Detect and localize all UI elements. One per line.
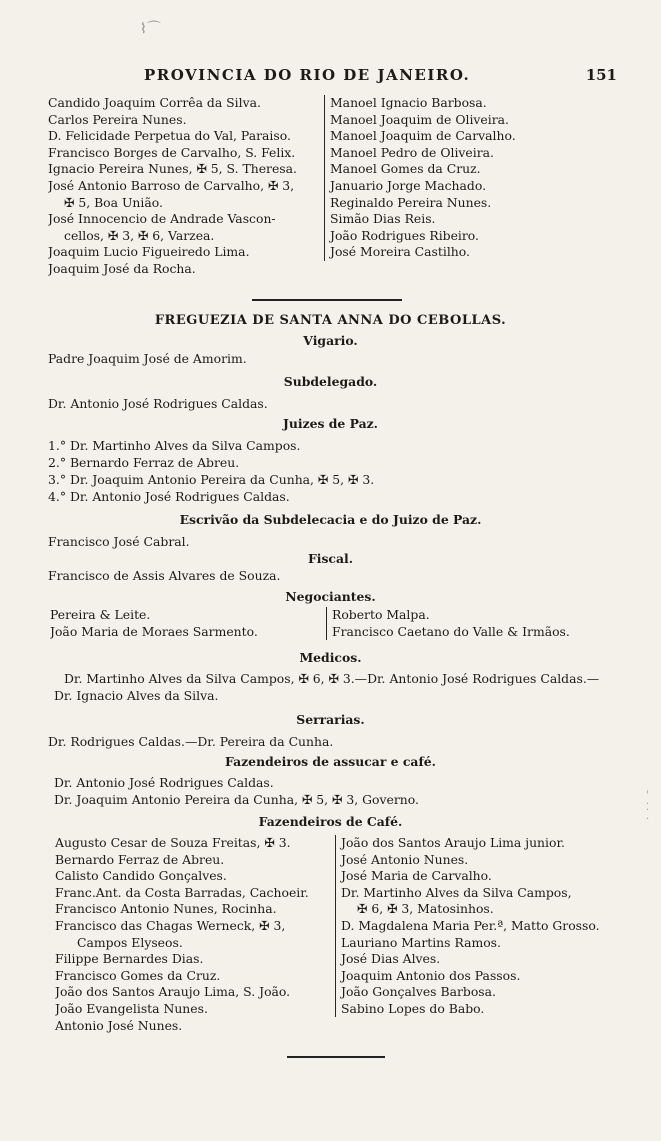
list-item: Manoel Gomes da Cruz. (330, 161, 481, 177)
list-item: ✠ 5, Boa União. (64, 194, 163, 210)
list-item: ✠ 6, ✠ 3, Matosinhos. (357, 901, 494, 917)
subdelegado-heading: Subdelegado. (283, 374, 378, 389)
list-item: João dos Santos Araujo Lima, S. João. (55, 984, 291, 1000)
list-item: Francisco Gomes da Cruz. (55, 967, 221, 983)
list-item: Dr. Martinho Alves da Silva Campos, (341, 884, 572, 900)
list-item: Bernardo Ferraz de Abreu. (55, 851, 225, 867)
list-item: Francisco das Chagas Werneck, ✠ 3, (55, 917, 286, 933)
list-item: Manoel Pedro de Oliveira. (330, 144, 494, 160)
list-item: Carlos Pereira Nunes. (48, 111, 187, 127)
list-item: Francisco Caetano do Valle & Irmãos. (332, 623, 570, 639)
page-number: 151 (585, 66, 617, 84)
list-item: José Antonio Barroso de Carvalho, ✠ 3, (48, 177, 295, 193)
medicos-heading: Medicos. (299, 650, 362, 665)
list-item: Sabino Lopes do Babo. (341, 1000, 485, 1016)
list-item: cellos, ✠ 3, ✠ 6, Varzea. (64, 227, 215, 243)
list-item: Januario Jorge Machado. (330, 177, 487, 193)
list-item: Manoel Ignacio Barbosa. (330, 95, 487, 110)
fazendeiros-cafe-list (55, 835, 623, 1034)
list-item: Antonio José Nunes. (55, 1017, 183, 1033)
subdelegado-text: Dr. Antonio José Rodrigues Caldas. (48, 396, 268, 411)
list-item: José Antonio Nunes. (341, 851, 469, 867)
list-item: Candido Joaquim Corrêa da Silva. (48, 95, 261, 110)
list-item: Ignacio Pereira Nunes, ✠ 5, S. Theresa. (48, 161, 297, 177)
section-title: FREGUEZIA DE SANTA ANNA DO CEBOLLAS. (154, 313, 507, 328)
list-item: Francisco Antonio Nunes, Rocinha. (55, 901, 277, 917)
list-item: 2.° Bernardo Ferraz de Abreu. (48, 455, 240, 470)
list-item: Franc.Ant. da Costa Barradas, Cachoeir. (55, 884, 309, 900)
page-header (40, 66, 617, 86)
list-item: Joaquim Antonio dos Passos. (341, 967, 521, 983)
list-item: João Rodrigues Ribeiro. (330, 227, 479, 243)
list-item: José Moreira Castilho. (330, 244, 470, 260)
list-item: Calisto Candido Gonçalves. (55, 868, 227, 884)
list-item: Filippe Bernardes Dias. (55, 951, 204, 967)
vigario-text: Padre Joaquim José de Amorim. (48, 351, 247, 366)
margin-specks-icon: ' ⁚ · (646, 790, 650, 825)
page-title: PROVINCIA DO RIO DE JANEIRO. (144, 66, 471, 84)
list-item: Reginaldo Pereira Nunes. (330, 194, 492, 210)
list-item: Pereira & Leite. (50, 607, 151, 622)
list-item: Roberto Malpa. (332, 607, 430, 622)
end-divider (287, 1056, 385, 1058)
fazendeiros-cafe-right-column (335, 835, 619, 1017)
juizes-heading: Juizes de Paz. (282, 416, 378, 431)
list-item: 3.° Dr. Joaquim Antonio Pereira da Cunha, ✠ 5, ✠ 3. (48, 472, 375, 487)
list-item: José Maria de Carvalho. (341, 868, 492, 884)
vigario-heading: Vigario. (303, 333, 358, 348)
list-item: João Evangelista Nunes. (55, 1000, 208, 1016)
section-divider (252, 299, 402, 301)
medicos-text: Dr. Martinho Alves da Silva Campos, ✠ 6, ✠ 3.—Dr. Antonio José Rodrigues Caldas.—Dr. Ignacio Alves da Silva. (54, 671, 600, 703)
top-name-list (48, 95, 623, 278)
escrivao-heading: Escrivão da Subdelecacia e do Juizo de Paz. (179, 512, 482, 527)
fazendeiros-assucar-list (54, 774, 629, 808)
serrarias-text: Dr. Rodrigues Caldas.—Dr. Pereira da Cunha. (48, 734, 334, 749)
top-list-right-column (324, 95, 516, 261)
negociantes-list (50, 607, 625, 640)
list-item: Joaquim Lucio Figueiredo Lima. (48, 244, 250, 260)
list-item: 1.° Dr. Martinho Alves da Silva Campos. (48, 438, 301, 453)
list-item: Augusto Cesar de Souza Freitas, ✠ 3. (55, 835, 291, 850)
serrarias-heading: Serrarias. (296, 712, 365, 727)
fiscal-heading: Fiscal. (307, 551, 354, 566)
pencil-scribble-icon: ⌇⌒ (140, 21, 161, 37)
list-item: Joaquim José da Rocha. (48, 260, 196, 276)
negociantes-heading: Negociantes. (285, 589, 376, 604)
juizes-list (48, 437, 623, 505)
list-item: Lauriano Martins Ramos. (341, 934, 501, 950)
list-item: Simão Dias Reis. (330, 211, 436, 227)
list-item: 4.° Dr. Antonio José Rodrigues Caldas. (48, 489, 290, 504)
top-list-left-column (48, 95, 324, 278)
list-item: Campos Elyseos. (77, 934, 183, 950)
list-item: Francisco Borges de Carvalho, S. Felix. (48, 144, 296, 160)
list-item: José Innocencio de Andrade Vascon- (48, 211, 276, 227)
list-item: José Dias Alves. (341, 951, 441, 967)
fazendeiros-cafe-left-column (55, 835, 335, 1034)
list-item: João dos Santos Araujo Lima junior. (341, 835, 565, 850)
list-item: Manoel Joaquim de Oliveira. (330, 111, 509, 127)
negociantes-left-column (50, 607, 326, 640)
negociantes-right-column (326, 607, 612, 640)
list-item: Dr. Antonio José Rodrigues Caldas. (54, 775, 274, 790)
list-item: D. Magdalena Maria Per.ª, Matto Grosso. (341, 917, 600, 933)
fazendeiros-assucar-heading: Fazendeiros de assucar e café. (225, 754, 436, 769)
list-item: Dr. Joaquim Antonio Pereira da Cunha, ✠ 5, ✠ 3, Governo. (54, 792, 419, 807)
list-item: Manoel Joaquim de Carvalho. (330, 128, 516, 144)
fiscal-text: Francisco de Assis Alvares de Souza. (48, 568, 281, 583)
list-item: João Maria de Moraes Sarmento. (50, 623, 258, 639)
list-item: D. Felicidade Perpetua do Val, Paraiso. (48, 128, 291, 144)
list-item: João Gonçalves Barbosa. (341, 984, 496, 1000)
fazendeiros-cafe-heading: Fazendeiros de Café. (258, 814, 403, 829)
escrivao-text: Francisco José Cabral. (48, 534, 190, 549)
